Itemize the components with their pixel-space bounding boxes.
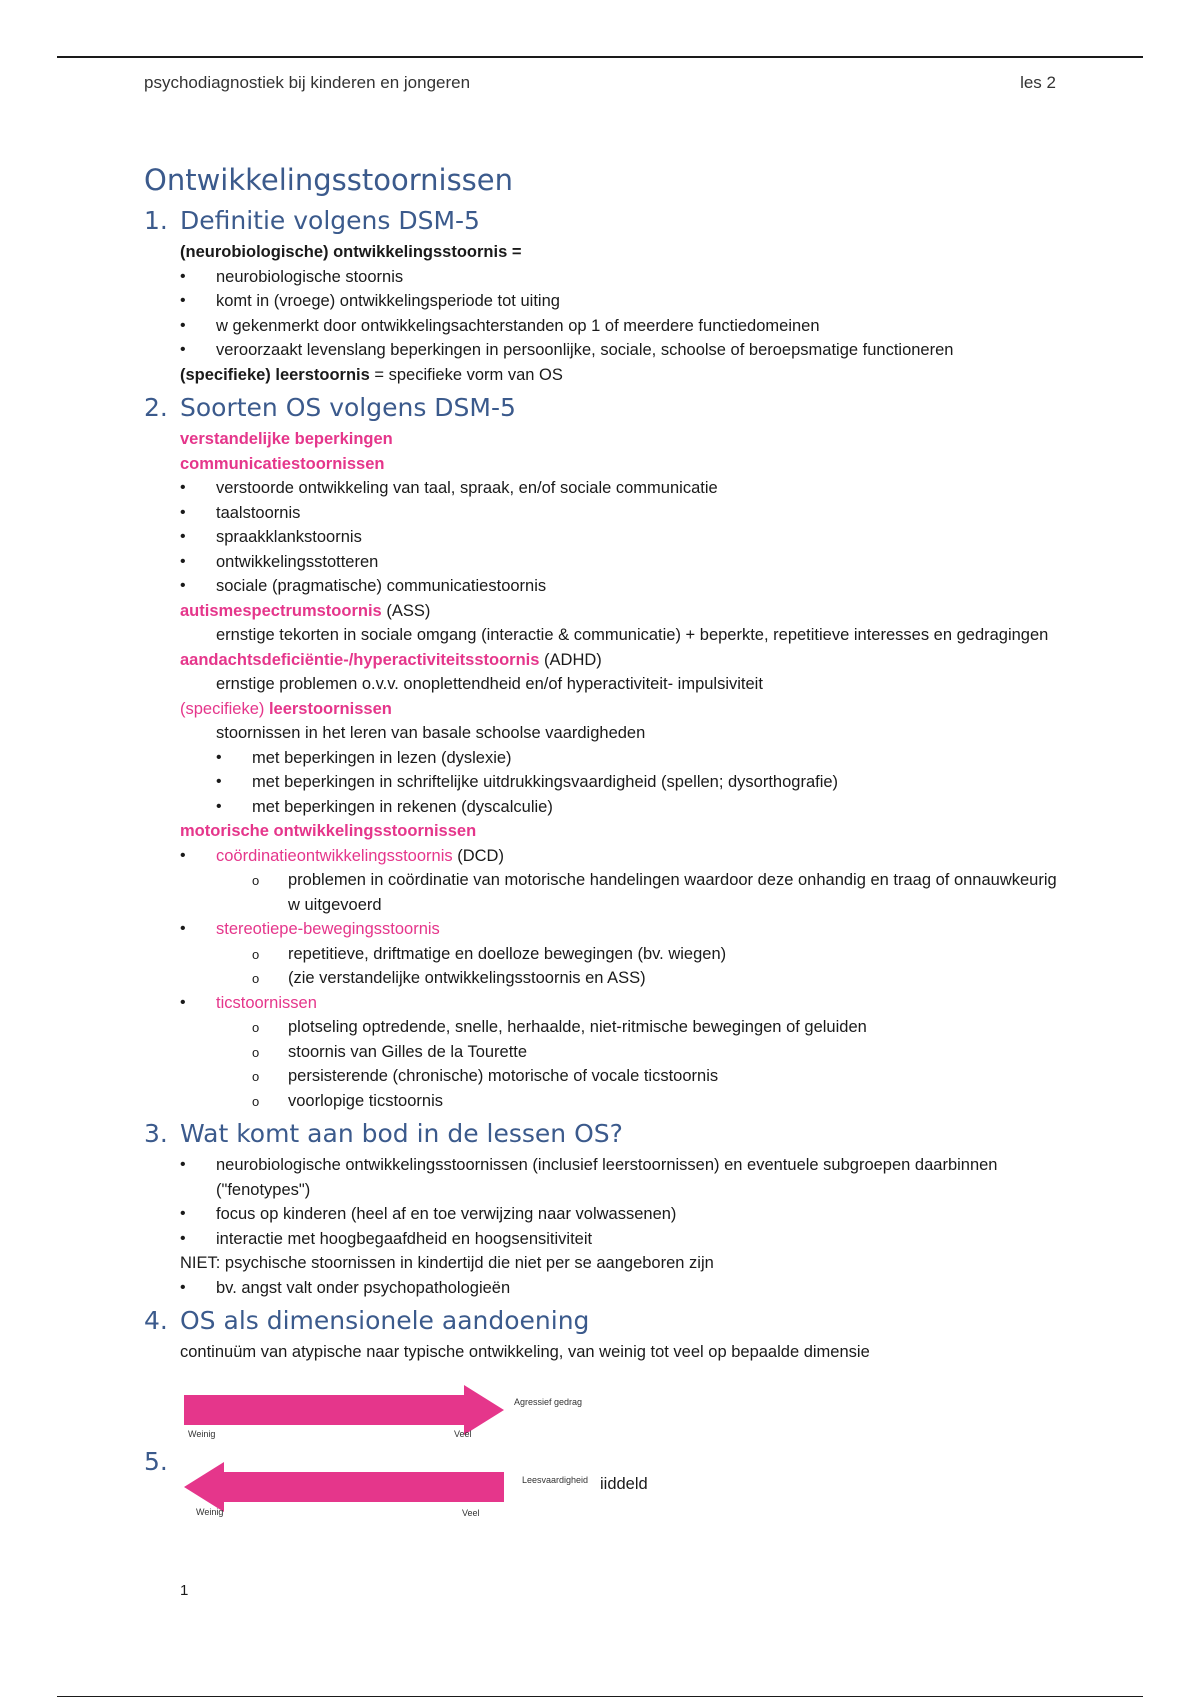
definition-list xyxy=(144,265,1064,363)
left-arrow xyxy=(184,1462,504,1512)
section-4-heading: 4. OS als dimensionele aandoening xyxy=(144,1306,590,1335)
list-item: • spraakklankstoornis xyxy=(144,525,1064,550)
communicatie-list xyxy=(144,476,1064,599)
list-item: • focus op kinderen (heel af en toe verwijzing naar volwassenen) xyxy=(144,1202,1064,1227)
right-arrow xyxy=(184,1385,504,1435)
section-2-heading: 2. Soorten OS volgens DSM-5 xyxy=(144,393,516,422)
list-item: • komt in (vroege) ontwikkelingsperiode tot uiting xyxy=(144,289,1064,314)
list-item: • met beperkingen in rekenen (dyscalculie) xyxy=(144,795,1064,820)
header-rule xyxy=(57,56,1143,58)
page-number: 1 xyxy=(180,1582,189,1599)
list-item: • neurobiologische stoornis xyxy=(144,265,1064,290)
ass-term: autismespectrumstoornis (ASS) xyxy=(180,601,431,620)
dcd-item: • coördinatieontwikkelingsstoornis (DCD) o problemen in coördinatie van motorische handelingen waardoor deze onhandig en traag of onnauwkeurig w uitgevoerd xyxy=(144,844,1064,918)
arrow2-label: Leesvaardigheid xyxy=(522,1474,589,1485)
list-item: • interactie met hoogbegaafdheid en hoogsensitiviteit xyxy=(144,1227,1064,1252)
section-5-number: 5. xyxy=(144,1446,168,1476)
sub-list-item: o stoornis van Gilles de la Tourette xyxy=(144,1040,1064,1065)
arrow2-left: Weinig xyxy=(196,1506,224,1517)
list-item: • sociale (pragmatische) communicatiestoornis xyxy=(144,574,1064,599)
arrow1-label: Agressief gedrag xyxy=(514,1396,583,1407)
course-header: psychodiagnostiek bij kinderen en jongeren xyxy=(144,73,471,92)
tic-item: • ticstoornissen o plotseling optredende, snelle, herhaalde, niet-ritmische bewegingen of geluiden o stoornis van Gilles de la Tourette o persisterende (chronische) motorische of vocale ticstoornis o voorlopige ticstoornis xyxy=(144,991,1064,1114)
list-item: • taalstoornis xyxy=(144,501,1064,526)
niet-list xyxy=(144,1276,1064,1301)
niet-note: NIET: psychische stoornissen in kindertijd die niet per se aangeboren zijn xyxy=(180,1254,714,1272)
dimension-diagram xyxy=(144,1365,1064,1518)
list-item: • veroorzaakt levenslang beperkingen in persoonlijke, sociale, schoolse of beroepsmatige functioneren xyxy=(144,338,1064,363)
leerstoornis-definition: (specifieke) leerstoornis = specifieke vorm van OS xyxy=(180,365,563,384)
verstandelijke-beperkingen: verstandelijke beperkingen xyxy=(180,430,393,448)
ass-description: ernstige tekorten in sociale omgang (interactie & communicatie) + beperkte, repetitieve interesses en gedragingen xyxy=(216,626,1049,644)
section-1-heading: 1. Definitie volgens DSM-5 xyxy=(144,206,480,235)
leerstoornissen-description: stoornissen in het leren van basale schoolse vaardigheden xyxy=(216,724,646,742)
motorische-list xyxy=(144,844,1064,1114)
list-item: • bv. angst valt onder psychopathologieën xyxy=(144,1276,1064,1301)
stereotiepe-item: • stereotiepe-bewegingsstoornis o repetitieve, driftmatige en doelloze bewegingen (bv. wiegen) o (zie verstandelijke ontwikkelingsstoornis en ASS) xyxy=(144,917,1064,991)
adhd-term: aandachtsdeficiëntie-/hyperactiviteitsstoornis (ADHD) xyxy=(180,650,602,669)
page-body xyxy=(144,160,1064,1518)
motorische-term: motorische ontwikkelingsstoornissen xyxy=(180,822,477,840)
list-item: • met beperkingen in lezen (dyslexie) xyxy=(144,746,1064,771)
list-item: • ontwikkelingsstotteren xyxy=(144,550,1064,575)
section-3-heading: 3. Wat komt aan bod in de lessen OS? xyxy=(144,1119,623,1148)
sub-list-item: o persisterende (chronische) motorische of vocale ticstoornis xyxy=(144,1064,1064,1089)
sub-list-item: o (zie verstandelijke ontwikkelingsstoornis en ASS) xyxy=(144,966,1064,991)
sub-list-item: o repetitieve, driftmatige en doelloze bewegingen (bv. wiegen) xyxy=(144,942,1064,967)
sub-list-item: o plotseling optredende, snelle, herhaalde, niet-ritmische bewegingen of geluiden xyxy=(144,1015,1064,1040)
dimension-description: continuüm van atypische naar typische ontwikkeling, van weinig tot veel op bepaalde dimensie xyxy=(180,1343,870,1361)
footer-rule xyxy=(57,1696,1143,1697)
arrow1-right: Veel xyxy=(454,1428,472,1439)
communicatiestoornissen: communicatiestoornissen xyxy=(180,454,385,473)
leerstoornissen-term: (specifieke) leerstoornissen xyxy=(180,699,392,718)
arrow1-left: Weinig xyxy=(188,1428,216,1439)
adhd-description: ernstige problemen o.v.v. onoplettendheid en/of hyperactiviteit- impulsiviteit xyxy=(216,675,763,693)
list-item: • met beperkingen in schriftelijke uitdrukkingsvaardigheid (spellen; dysorthografie) xyxy=(144,770,1064,795)
section-5-partial-text: iiddeld xyxy=(600,1474,648,1493)
leerstoornissen-list xyxy=(144,746,1064,820)
sub-list-item: o voorlopige ticstoornis xyxy=(144,1089,1064,1114)
lessons-list xyxy=(144,1153,1064,1251)
definition-term: (neurobiologische) ontwikkelingsstoornis = xyxy=(180,243,522,261)
arrow2-right: Veel xyxy=(462,1507,480,1518)
list-item: • neurobiologische ontwikkelingsstoornissen (inclusief leerstoornissen) en eventuele subgroepen daarbinnen ("fenotypes") xyxy=(144,1153,1064,1202)
sub-list-item: o problemen in coördinatie van motorische handelingen waardoor deze onhandig en traag of onnauwkeurig w uitgevoerd xyxy=(144,868,1064,917)
list-item: • verstoorde ontwikkeling van taal, spraak, en/of sociale communicatie xyxy=(144,476,1064,501)
page-title: Ontwikkelingsstoornissen xyxy=(144,163,514,197)
dimension-arrows xyxy=(144,1365,604,1515)
list-item: • w gekenmerkt door ontwikkelingsachterstanden op 1 of meerdere functiedomeinen xyxy=(144,314,1064,339)
lesson-header: les 2 xyxy=(1020,73,1056,92)
